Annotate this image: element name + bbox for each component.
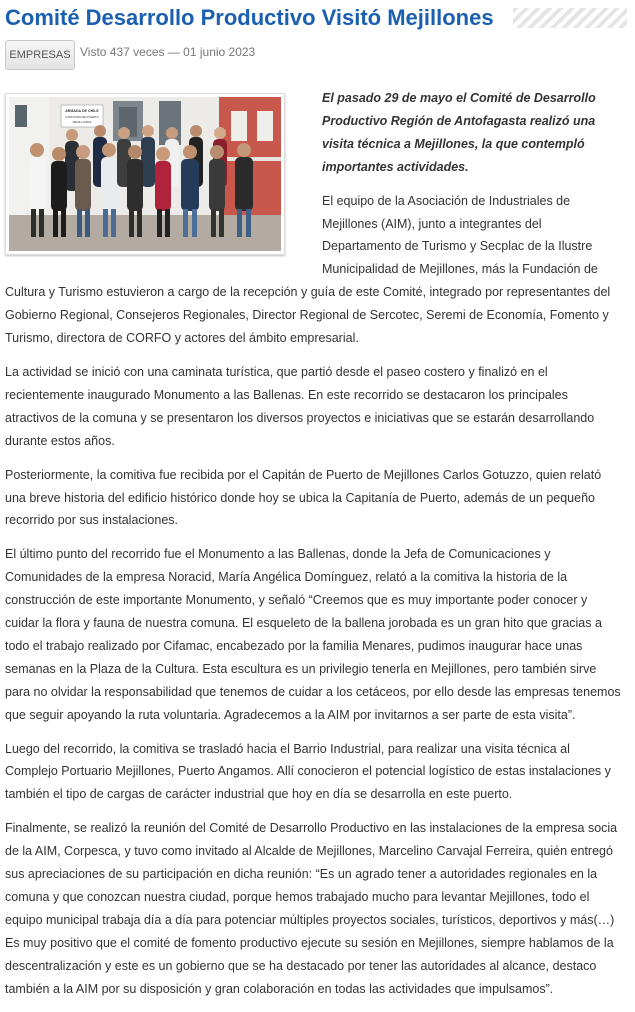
- sign-line-1: ARMADA DE CHILE: [65, 109, 99, 113]
- category-badge[interactable]: EMPRESAS: [5, 40, 75, 70]
- sign-line-3: MEJILLONES: [72, 120, 92, 124]
- sign-line-2: CAPITANÍA DE PUERTO: [65, 115, 99, 119]
- article-lead: El pasado 29 de mayo el Comité de Desarrollo Productivo Región de Antofagasta realizó una visita técnica a Mejillones, la que contempló importantes actividades.: [322, 91, 596, 174]
- article-paragraph: Finalmente, se realizó la reunión del Comité de Desarrollo Productivo en las instalaciones de la empresa socia de la AIM, Corpesca, y tuvo como invitado al Alcalde de Mejillones, Marcelino Carvajal Ferreira, quién entregó sus apreciaciones de su participación en dicha reunión: “Es un agrado tener a autoridades regionales en la comuna y que conozcan nuestra ciudad, porque hemos trabajado mucho para levantar Mejillones, todo el equipo municipal trabaja día a día para potenciar múltiples proyectos sociales, turísticos, deportivos y más(…) Es muy positivo que el comité de fomento productivo ejecute su sesión en Mejillones, siempre hablamos de la descentralización y este es un gobierno que se ha destacado por tener las autoridades al alcance, destaco también a la AIM por su disposición y gran colaboración en todas las actividades que impulsamos”.: [5, 821, 618, 996]
- title-row: [5, 4, 627, 32]
- article-title[interactable]: Comité Desarrollo Productivo Visitó Mejillones: [5, 5, 494, 30]
- title-decoration: [513, 8, 627, 28]
- photo-float-spacer: [5, 87, 322, 265]
- article-paragraph: Luego del recorrido, la comitiva se trasladó hacia el Barrio Industrial, para realizar una visita técnica al Complejo Portuario Mejillones, Puerto Angamos. Allí conocieron el potencial logístico de estas instalaciones y también el tipo de cargas de carácter industrial que hoy en día se desarrolla en este puerto.: [5, 741, 611, 802]
- article-paragraph: El equipo de la Asociación de Industriales de Mejillones (AIM), junto a integrantes del Departamento de Turismo y Secplac de la Ilustre Municipalidad de Mejillones, más la Fundación de Cultura y Turismo estuvieron a cargo de la recepción y guía de este Comité, integrado por representantes del Gobierno Regional, Consejeros Regionales, Director Regional de Sercotec, Seremi de Economía, Fomento y Turismo, directora de CORFO y actores del ámbito empresarial.: [5, 193, 611, 346]
- article-body: [5, 87, 622, 1012]
- article-paragraph: La actividad se inició con una caminata turística, que partió desde el paseo costero y finalizó en el recientemente inaugurado Monumento a las Ballenas. En este recorrido se destacaron los principales atractivos de la comuna y se presentaron los diversos proyectos e iniciativas que se estarán desarrollando durante estos años.: [5, 364, 595, 448]
- article-paragraph: El último punto del recorrido fue el Monumento a las Ballenas, donde la Jefa de Comunicaciones y Comunidades de la empresa Noracid, María Angélica Domínguez, relató a la comitiva la historia de la construcción de este importante Monumento, y señaló “Creemos que es muy importante poder conocer y cuidar la flora y fauna de nuestra comuna. El esqueleto de la ballena jorobada es un gran hito que gracias a todo el trabajo realizado por Cifamac, encabezado por la familia Menares, pudimos inaugurar hace unas semanas en la Plaza de la Cultura. Esta escultura es un privilegio tenerla en Mejillones, pero también sirve para no olvidar la responsabilidad que tenemos de cuidar a los cetáceos, por ello desde las empresas tenemos que seguir apoyando la ruta voluntaria. Agradecemos a la AIM por invitarnos a ser parte de esta visita”.: [5, 547, 621, 722]
- article-paragraph: Posteriormente, la comitiva fue recibida por el Capitán de Puerto de Mejillones Carlos Gotuzzo, quien relató una breve historia del edificio histórico donde hoy se ubica la Capitanía de Puerto, además de un pequeño recorrido por sus instalaciones.: [5, 467, 602, 528]
- article-meta: Visto 437 veces — 01 junio 2023: [80, 45, 256, 59]
